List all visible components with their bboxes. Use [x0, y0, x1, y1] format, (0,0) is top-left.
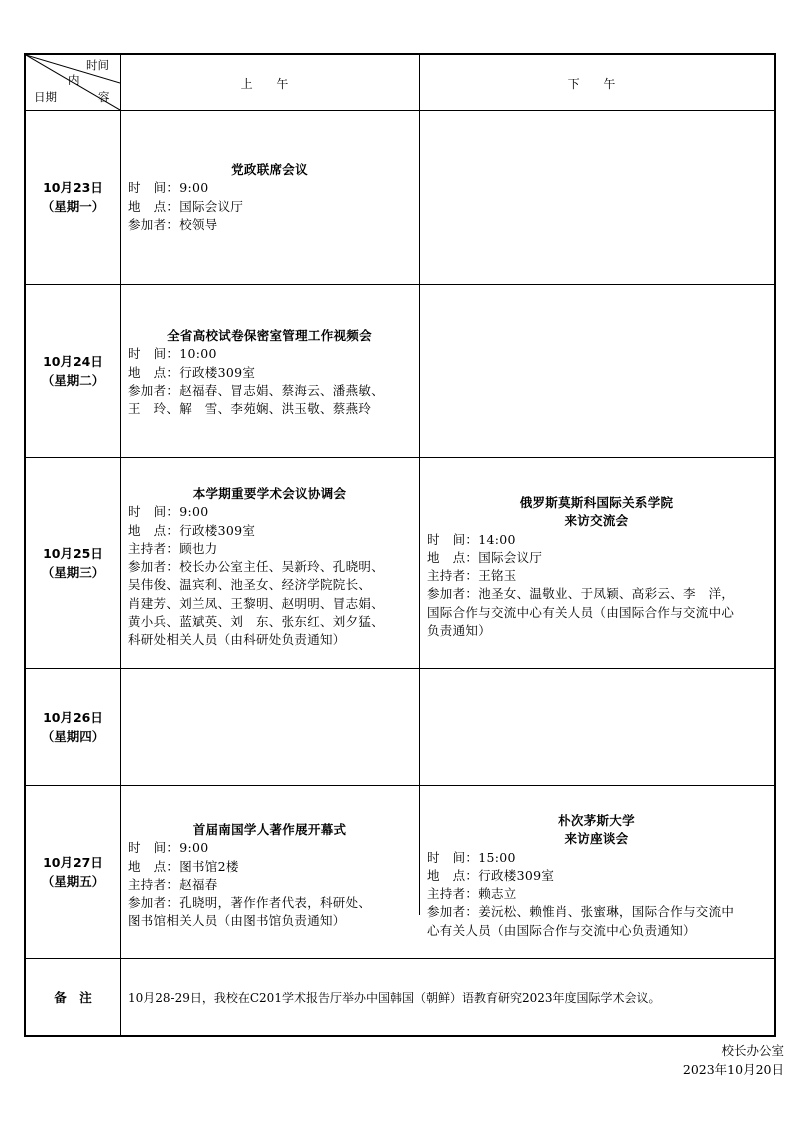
- event-location: 地 点：国际会议厅: [427, 549, 543, 565]
- event-location: 地 点：行政楼309室: [128, 522, 256, 538]
- event-subtitle: 来访座谈会: [564, 831, 629, 847]
- event-participants-cont: 科研处相关人员（由科研处负责通知）: [128, 632, 346, 648]
- event-participants: 参加者：赵福春、冒志娟、蔡海云、潘燕敏、: [128, 382, 385, 398]
- day-date-cell: [26, 284, 120, 457]
- event-participants-cont: 负责通知）: [427, 623, 492, 639]
- event-host: 主持者：王铭玉: [427, 568, 517, 584]
- day-weekday: （星期一）: [41, 199, 105, 214]
- footer-date: 2023年10月20日: [682, 1062, 784, 1077]
- event-time: 时 间：14:00: [427, 531, 516, 547]
- day-date: 10月25日: [43, 545, 103, 561]
- day-weekday: （星期五）: [41, 873, 105, 889]
- corner-label-content-2: 容: [98, 90, 110, 104]
- afternoon-event: [419, 812, 774, 940]
- event-title: 俄罗斯莫斯科国际关系学院: [519, 495, 674, 510]
- row-divider: [26, 785, 774, 786]
- event-participants-cont: 图书馆相关人员（由图书馆负责通知）: [128, 913, 346, 929]
- event-title: 首届南国学人著作展开幕式: [192, 822, 347, 837]
- event-participants: 参加者：校长办公室主任、吴新玲、孔晓明、: [128, 559, 385, 575]
- event-time: 时 间：15:00: [427, 849, 516, 865]
- event-time: 时 间：10:00: [128, 346, 217, 362]
- remarks-label: 备 注: [54, 989, 92, 1005]
- event-participants-cont: 国际合作与交流中心有关人员（由国际合作与交流中心: [427, 604, 735, 620]
- day-weekday: （星期三）: [41, 564, 105, 580]
- event-participants: 参加者：校领导: [128, 216, 218, 232]
- header-corner-cell: [26, 55, 120, 110]
- day-date: 10月24日: [43, 353, 103, 369]
- event-title: 本学期重要学术会议协调会: [192, 486, 347, 501]
- row-divider: [26, 110, 774, 111]
- morning-event: [120, 161, 419, 234]
- event-participants-cont: 黄小兵、蓝斌英、刘 东、张东红、刘夕猛、: [128, 614, 385, 630]
- event-location: 地 点：国际会议厅: [128, 198, 244, 214]
- event-participants: 参加者：孔晓明，著作作者代表，科研处、: [128, 895, 372, 911]
- row-divider: [26, 668, 774, 669]
- event-host: 主持者：顾也力: [128, 540, 218, 556]
- event-participants-cont: 心有关人员（由国际合作与交流中心负责通知）: [427, 922, 696, 938]
- morning-event: [120, 327, 419, 418]
- corner-label-time: 时间: [86, 58, 109, 72]
- column-divider: [419, 55, 420, 915]
- day-date-cell: [26, 457, 120, 668]
- header-afternoon: 下 午: [567, 77, 626, 91]
- row-divider: [26, 284, 774, 285]
- event-location: 地 点：行政楼309室: [427, 867, 555, 883]
- schedule-table: [24, 53, 776, 1037]
- day-weekday: （星期四）: [41, 728, 105, 744]
- event-host: 主持者：赵福春: [128, 876, 218, 892]
- row-divider: [26, 958, 774, 959]
- event-title: 全省高校试卷保密室管理工作视频会: [167, 328, 372, 343]
- header-morning: 上 午: [240, 77, 299, 91]
- remarks-text: [120, 989, 774, 1007]
- event-time: 时 间：9:00: [128, 504, 209, 520]
- day-date-cell: [26, 668, 120, 785]
- event-participants: 参加者：池圣女、温敬业、于凤颖、高彩云、李 洋，: [427, 586, 735, 602]
- day-date-cell: [26, 110, 120, 284]
- event-location: 地 点：行政楼309室: [128, 364, 256, 380]
- day-date: 10月26日: [43, 709, 103, 725]
- footer-office: 校长办公室: [721, 1043, 784, 1058]
- day-date: 10月23日: [43, 180, 103, 195]
- event-location: 地 点：图书馆2楼: [128, 858, 239, 874]
- event-host: 主持者：赖志立: [427, 886, 517, 902]
- morning-event: [120, 485, 419, 650]
- event-title: 朴次茅斯大学: [558, 813, 635, 828]
- remarks-content: 10月28-29日，我校在C201学术报告厅举办中国韩国（朝鲜）语教育研究2023年度国际学术会议。: [128, 991, 661, 1005]
- afternoon-event: [419, 494, 774, 640]
- event-participants-cont: 肖建芳、刘兰凤、王黎明、赵明明、冒志娟、: [128, 595, 385, 611]
- event-participants-cont: 王 玲、解 雪、李苑娴、洪玉敬、蔡燕玲: [128, 401, 372, 417]
- remarks-label-cell: [26, 958, 120, 1036]
- corner-label-date: 日期: [34, 90, 57, 104]
- morning-event: [120, 821, 419, 931]
- event-participants: 参加者：姜沅松、赖惟肖、张蜜琳，国际合作与交流中: [427, 904, 735, 920]
- corner-label-content-1: 内: [68, 73, 80, 87]
- event-participants-cont: 吴伟俊、温宾利、池圣女、经济学院院长、: [128, 577, 372, 593]
- row-divider: [26, 457, 774, 458]
- event-title: 党政联席会议: [231, 162, 308, 177]
- event-time: 时 间：9:00: [128, 840, 209, 856]
- day-weekday: （星期二）: [41, 372, 105, 388]
- day-date-cell: [26, 785, 120, 958]
- event-time: 时 间：9:00: [128, 180, 209, 196]
- event-subtitle: 来访交流会: [564, 513, 629, 529]
- day-date: 10月27日: [43, 854, 103, 870]
